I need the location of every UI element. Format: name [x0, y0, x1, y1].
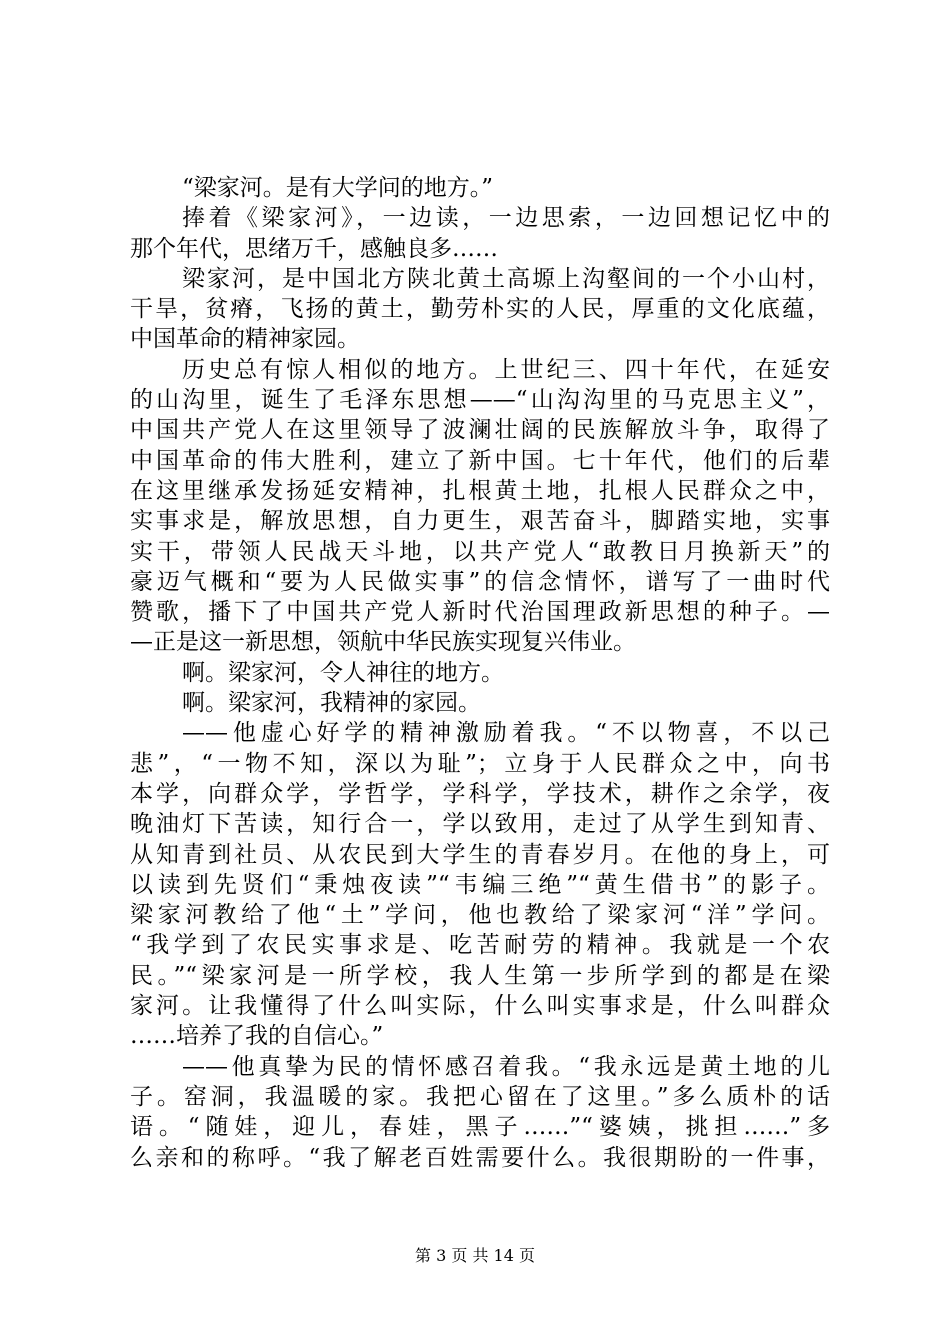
text-line: 实事求是，解放思想，自力更生，艰苦奋斗，脚踏实地，实事 — [130, 508, 830, 535]
text-line: 历史总有惊人相似的地方。上世纪三、四十年代，在延安 — [182, 356, 830, 383]
text-line: 子。窑洞，我温暖的家。我把心留在了这里。”多么质朴的话 — [130, 1083, 830, 1110]
text-line: 以读到先贤们“秉烛夜读”“韦编三绝”“黄生借书”的影子。 — [130, 871, 830, 898]
text-line: 捧着《梁家河》，一边读，一边思索，一边回想记忆中的 — [182, 205, 830, 232]
text-line: ——他虚心好学的精神激励着我。“不以物喜，不以己 — [182, 720, 830, 747]
text-line: ……培养了我的自信心。” — [130, 1023, 384, 1050]
text-line: 晚油灯下苦读，知行合一，学以致用，走过了从学生到知青、 — [130, 811, 830, 838]
text-line: “我学到了农民实事求是、吃苦耐劳的精神。我就是一个农 — [130, 932, 830, 959]
text-line: 梁家河，是中国北方陕北黄土高塬上沟壑间的一个小山村， — [182, 265, 830, 292]
page-footer: 第 3 页 共 14 页 — [415, 1246, 535, 1265]
text-line: —正是这一新思想，领航中华民族实现复兴伟业。 — [130, 629, 636, 656]
text-line: 豪迈气概和“要为人民做实事”的信念情怀，谱写了一曲时代 — [130, 568, 830, 595]
text-line: 么亲和的称呼。“我了解老百姓需要什么。我很期盼的一件事， — [130, 1144, 830, 1171]
text-line: 啊。梁家河，令人神往的地方。 — [182, 659, 504, 686]
text-line: 语。“随娃，迎儿，春娃，黑子……”“婆姨，挑担……”多 — [130, 1114, 830, 1141]
text-line: 的山沟里，诞生了毛泽东思想——“山沟沟里的马克思主义”， — [130, 387, 830, 414]
text-line: 梁家河教给了他“土”学问，他也教给了梁家河“洋”学问。 — [130, 902, 830, 929]
text-line: 赞歌，播下了中国共产党人新时代治国理政新思想的种子。— — [130, 599, 830, 626]
document-body — [130, 173, 830, 1173]
text-line: 实干，带领人民战天斗地，以共产党人“敢教日月换新天”的 — [130, 538, 830, 565]
text-line: ——他真挚为民的情怀感召着我。“我永远是黄土地的儿 — [182, 1053, 830, 1080]
text-line: “梁家河。是有大学问的地方。” — [182, 175, 494, 201]
text-line: 中国革命的伟大胜利，建立了新中国。七十年代，他们的后辈 — [130, 447, 830, 474]
text-line: 悲”，“一物不知，深以为耻”；立身于人民群众之中，向书 — [130, 750, 830, 777]
text-line: 干旱，贫瘠，飞扬的黄土，勤劳朴实的人民，厚重的文化底蕴， — [130, 296, 830, 323]
text-line: 民。”“梁家河是一所学校，我人生第一步所学到的都是在梁 — [130, 962, 830, 989]
text-line: 家河。让我懂得了什么叫实际，什么叫实事求是，什么叫群众 — [130, 993, 830, 1020]
text-line: 啊。梁家河，我精神的家园。 — [182, 690, 481, 717]
text-line: 中国革命的精神家园。 — [130, 326, 360, 353]
text-line: 那个年代，思绪万千，感触良多…… — [130, 235, 498, 262]
text-line: 中国共产党人在这里领导了波澜壮阔的民族解放斗争，取得了 — [130, 417, 830, 444]
text-line: 在这里继承发扬延安精神，扎根黄土地，扎根人民群众之中， — [130, 477, 830, 504]
text-line: 从知青到社员、从农民到大学生的青春岁月。在他的身上，可 — [130, 841, 830, 868]
text-line: 本学，向群众学，学哲学，学科学，学技术，耕作之余学，夜 — [130, 780, 830, 807]
